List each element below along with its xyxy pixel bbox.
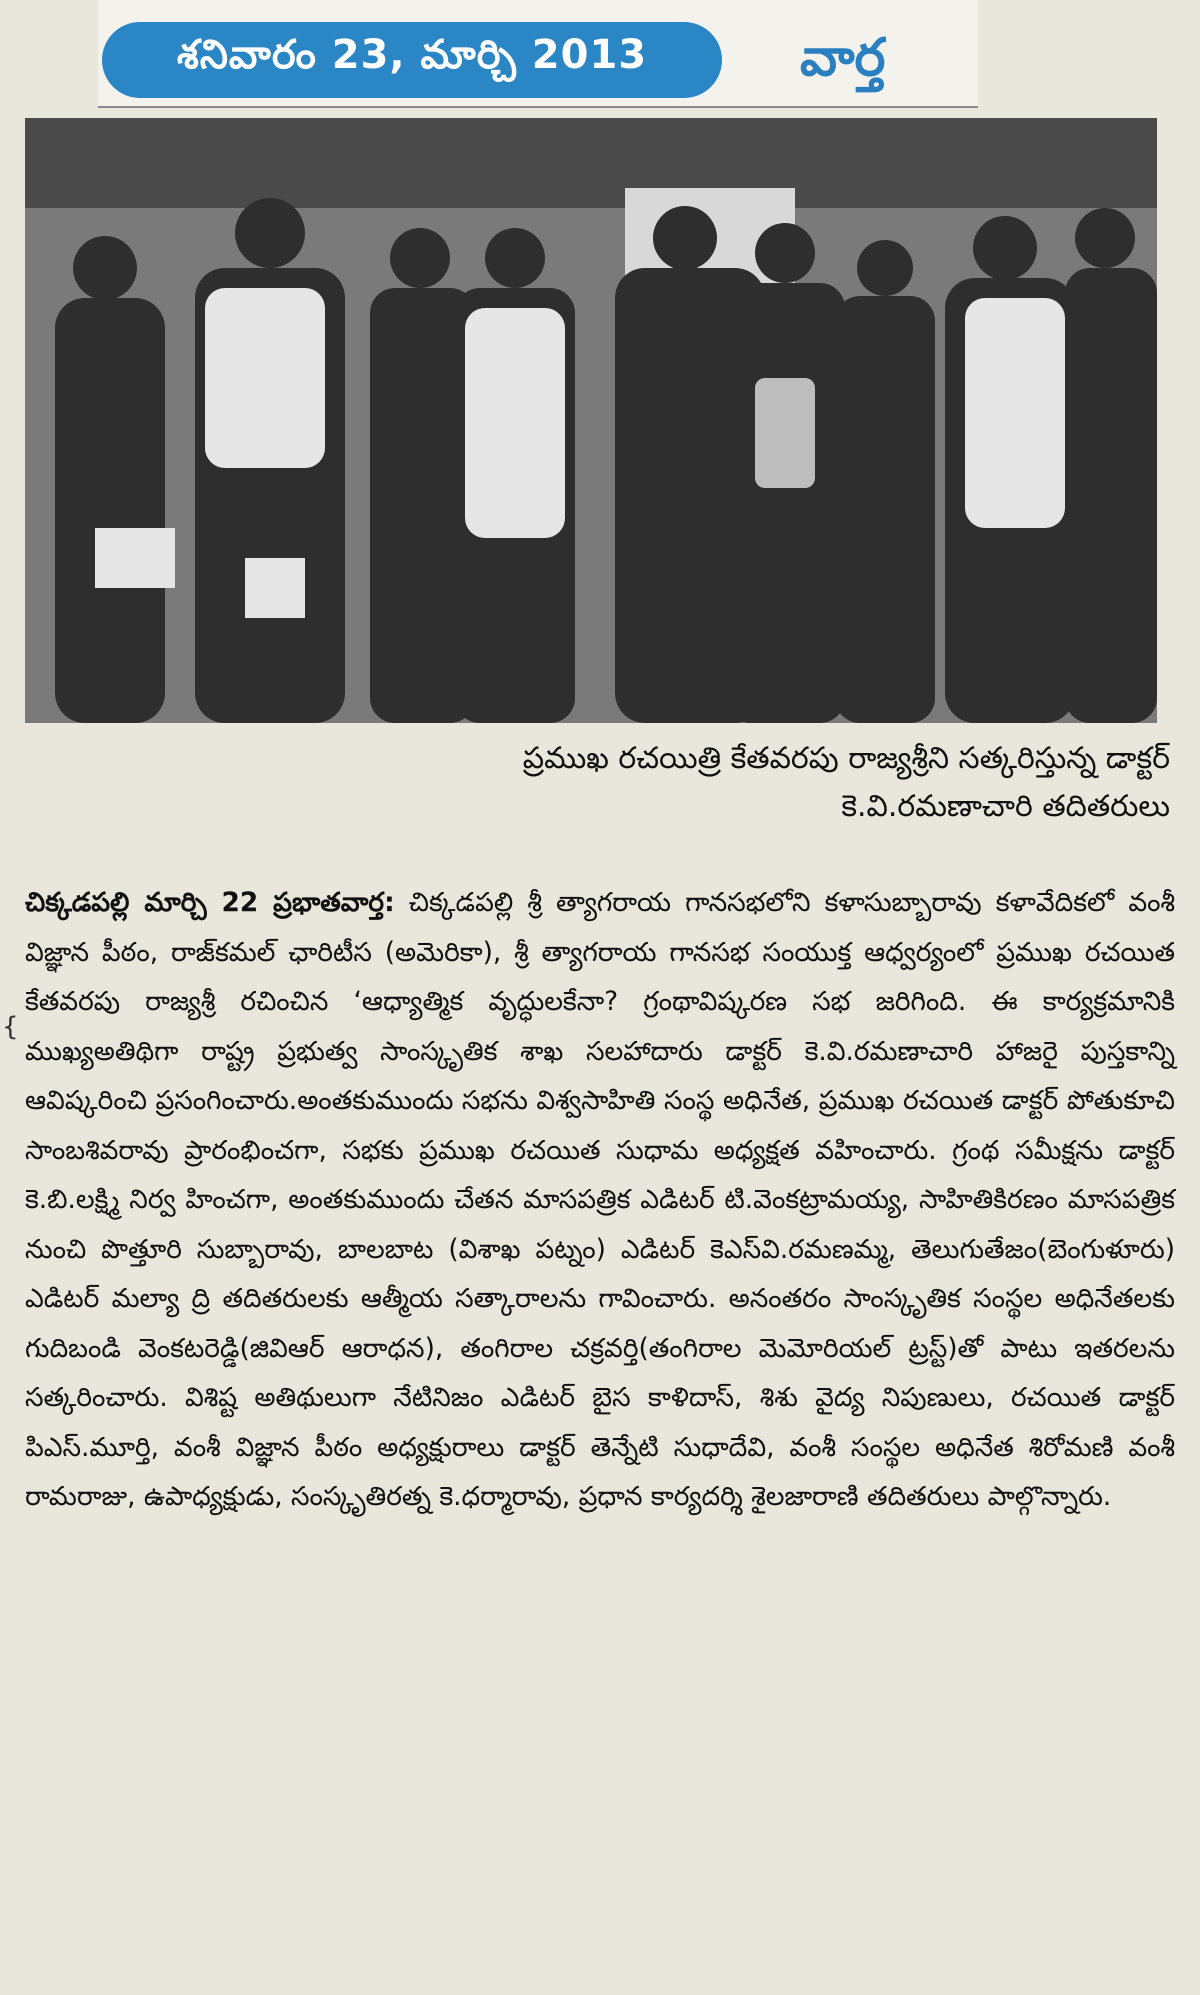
group-photo-icon bbox=[25, 118, 1157, 723]
article-body bbox=[25, 878, 1175, 1522]
caption-line-2: కె.వి.రమణాచారి తదితరులు bbox=[841, 789, 1170, 824]
photo-caption bbox=[40, 735, 1170, 831]
article-dateline: చిక్కడపల్లి మార్చి 22 ప్రభాతవార్త: bbox=[25, 887, 395, 918]
caption-line-1: ప్రముఖ రచయిత్రి కేతవరపు రాజ్యశ్రీని సత్కరిస్తున్న డాక్టర్ bbox=[522, 741, 1170, 776]
article-text: చిక్కడపల్లి శ్రీ త్యాగరాయ గానసభలోని కళాసుబ్బారావు కళావేదికలో వంశీ విజ్ఞాన పీఠం, రాజ్‌కమల్ ఛారిటీస (అమెరికా), శ్రీ త్యాగరాయ గానసభ సంయుక్త ఆధ్వర్యంలో ప్రముఖ రచయిత కేతవరపు రాజ్యశ్రీ రచించిన ‘ఆధ్యాత్మిక వృద్ధులకేనా? గ్రంథావిష్కరణ సభ జరిగింది. ఈ కార్యక్రమానికి ముఖ్యఅతిథిగా రాష్ట్ర ప్రభుత్వ సాంస్కృతిక శాఖ సలహాదారు డాక్టర్ కె.వి.రమణాచారి హాజరై పుస్తకాన్ని ఆవిష్కరించి ప్రసంగించారు.అంతకుముందు సభను విశ్వసాహితి సంస్థ అధినేత, ప్రముఖ రచయిత డాక్టర్ పోతుకూచి సాంబశివరావు ప్రారంభించగా, సభకు ప్రముఖ రచయిత సుధామ అధ్యక్షత వహించారు. గ్రంథ సమీక్షను డాక్టర్ కె.బి.లక్ష్మి నిర్వ హించగా, అంతకుముందు చేతన మాసపత్రిక ఎడిటర్ టి.వెంకట్రామయ్య, సాహితికిరణం మాసపత్రిక నుంచి పొత్తూరి సుబ్బారావు, బాలబాట (విశాఖ పట్నం) ఎడిటర్ కెఎస్‌వి.రమణమ్మ, తెలుగుతేజం(బెంగుళూరు) ఎడిటర్ మల్యా ద్రి తదితరులకు ఆత్మీయ సత్కారాలను గావించారు. అనంతరం సాంస్కృతిక సంస్థల అధినేతలకు గుదిబండి వెంకటరెడ్డి(జివిఆర్ ఆరాధన), తంగిరాల చక్రవర్తి(తంగిరాల మెమోరియల్ ట్రస్ట్)తో పాటు ఇతరలను సత్కరించారు. విశిష్ట అతిథులుగా నేటినిజం ఎడిటర్ బైస కాళిదాస్, శిశు వైద్య నిపుణులు, రచయిత డాక్టర్ పిఎస్.మూర్తి, వంశీ విజ్ఞాన పీఠం అధ్యక్షురాలు డాక్టర్ తెన్నేటి సుధాదేవి, వంశీ సంస్థల అధినేత శిరోమణి వంశీ రామరాజు, ఉపాధ్యక్షుడు, సంస్కృతిరత్న కె.ధర్మారావు, ప్రధాన కార్యదర్శి శైలజారాణి తదితరులు పాల్గొన్నారు. bbox=[25, 887, 1176, 1512]
newspaper-logo: వార్త bbox=[800, 28, 886, 88]
date-banner: శనివారం 23, మార్చి 2013 bbox=[102, 22, 722, 98]
news-photo bbox=[25, 118, 1157, 723]
clipping-edge bbox=[98, 106, 978, 108]
margin-bracket: { bbox=[2, 1012, 19, 1042]
